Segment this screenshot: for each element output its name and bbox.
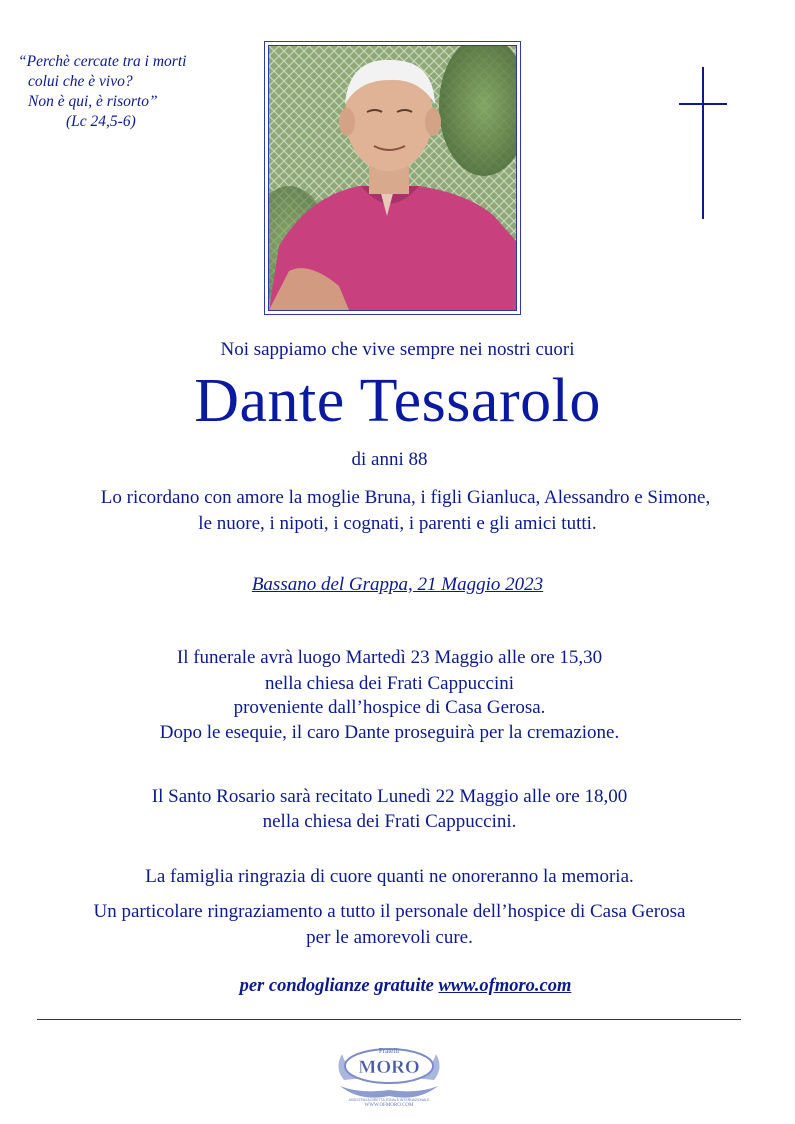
portrait-photo [268,45,517,311]
intro-text: Noi sappiamo che vive sempre nei nostri cuori [220,339,575,360]
logo-tagline: ASSISTENZA DIRETTA ZONALE INTERNAZIONALE [348,1098,430,1102]
logo-brand-text: MORO [358,1057,420,1078]
quote-line-1: “Perchè cercate tra i morti [18,53,187,70]
condolences-label: per condoglianze gratuite [239,976,434,996]
place-date: Bassano del Grappa, 21 Maggio 2023 [251,574,544,595]
cross-icon [677,67,729,221]
portrait-illustration [269,46,516,310]
funeral-line-4: Dopo le esequie, il caro Dante proseguirà per la cremazione. [159,722,620,743]
funeral-line-3: proveniente dall’hospice di Casa Gerosa. [233,697,546,718]
funeral-line-2: nella chiesa dei Frati Cappuccini [264,673,515,694]
quote-line-3: Non è qui, è risorto” [28,93,158,110]
bible-quote [18,52,233,132]
quote-line-4: (Lc 24,5-6) [66,113,136,130]
footer-divider [37,1019,741,1020]
portrait-frame [264,41,521,315]
mourners-line-2: le nuore, i nipoti, i cognati, i parenti e gli amici tutti. [198,513,597,534]
condolences-link[interactable]: www.ofmoro.com [438,976,572,996]
thanks-line-1: La famiglia ringrazia di cuore quanti ne onoreranno la memoria. [145,866,634,887]
age-text: di anni 88 [351,449,428,470]
rosary-line-2: nella chiesa dei Frati Cappuccini. [262,811,517,832]
thanks-line-2: Un particolare ringraziamento a tutto il personale dell’hospice di Casa Gerosa [93,901,686,922]
mourners-line-1: Lo ricordano con amore la moglie Bruna, i figli Gianluca, Alessandro e Simone, [100,487,711,508]
quote-line-2: colui che è vivo? [28,73,133,90]
deceased-name: Dante Tessarolo [194,367,601,435]
logo-small-text: Fratelli [378,1047,400,1055]
thanks-line-3: per le amorevoli cure. [306,927,473,948]
funeral-line-1: Il funerale avrà luogo Martedì 23 Maggio alle ore 15,30 [176,647,603,668]
rosary-line-1: Il Santo Rosario sarà recitato Lunedì 22 Maggio alle ore 18,00 [151,786,628,807]
place-date-row [0,574,795,596]
condolences-row [8,976,795,997]
logo-url: WWW.OFMORO.COM [364,1103,414,1108]
moro-logo [330,1040,448,1108]
